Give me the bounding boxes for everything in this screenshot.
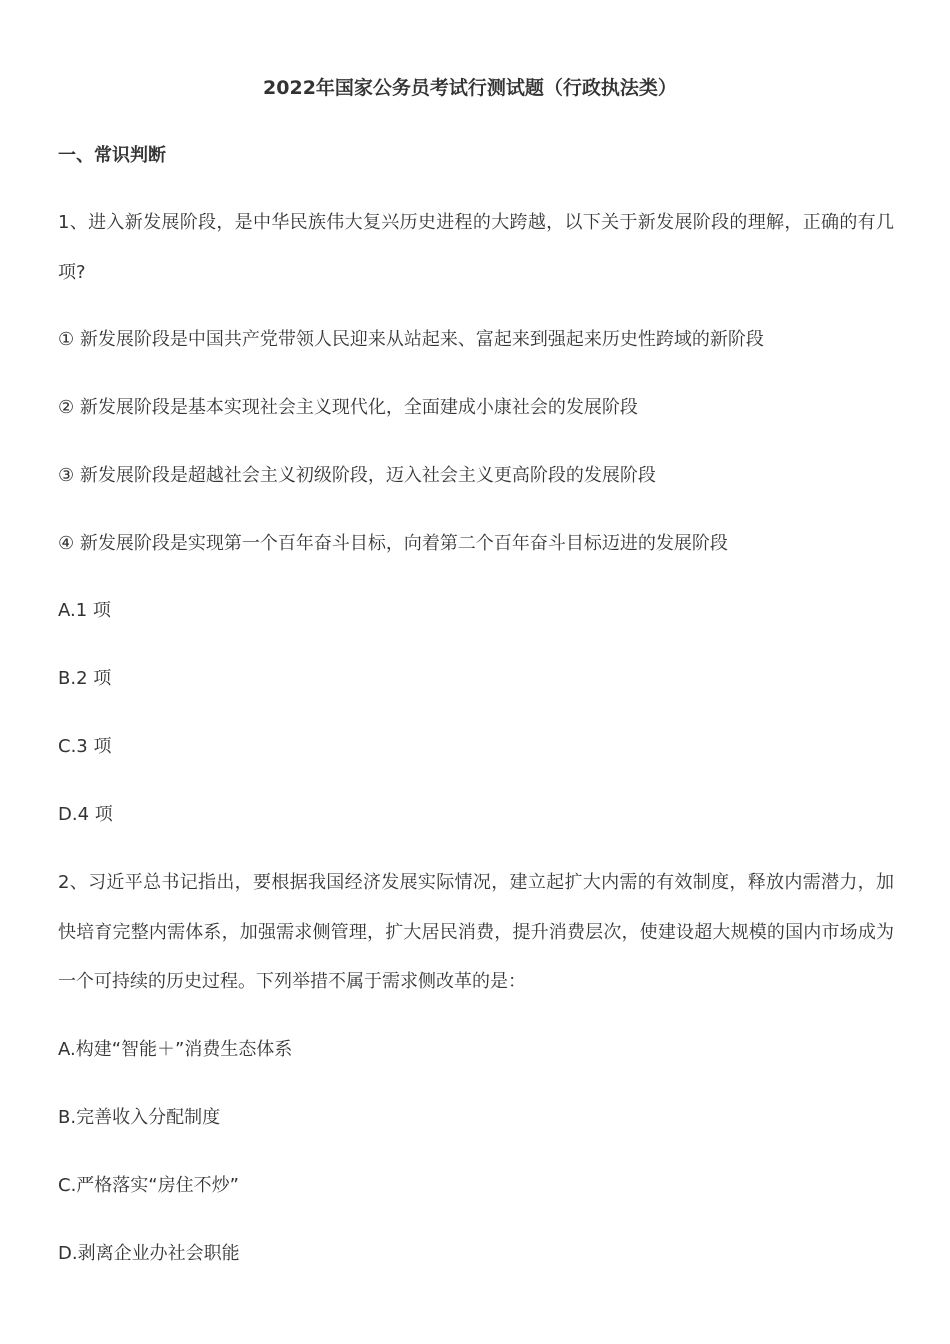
- question-1-statement-3: ③ 新发展阶段是超越社会主义初级阶段，迈入社会主义更高阶段的发展阶段: [58, 465, 656, 486]
- question-1-statement-2: ② 新发展阶段是基本实现社会主义现代化，全面建成小康社会的发展阶段: [58, 397, 638, 418]
- question-2-option-d: D.剥离企业办社会职能: [58, 1243, 240, 1264]
- document-title: 2022年国家公务员考试行测试题（行政执法类）: [263, 77, 677, 99]
- question-2-option-c: C.严格落实“房住不炒”: [58, 1175, 239, 1196]
- section-heading: 一、常识判断: [58, 145, 166, 166]
- question-1-option-d: D.4 项: [58, 804, 113, 825]
- question-2-option-b: B.完善收入分配制度: [58, 1107, 221, 1128]
- question-1-statement-1: ① 新发展阶段是中国共产党带领人民迎来从站起来、富起来到强起来历史性跨域的新阶段: [58, 329, 764, 350]
- question-2-option-a: A.构建“智能＋”消费生态体系: [58, 1039, 293, 1060]
- question-1-option-c: C.3 项: [58, 736, 112, 757]
- question-1-option-b: B.2 项: [58, 668, 112, 689]
- question-1-statement-4: ④ 新发展阶段是实现第一个百年奋斗目标，向着第二个百年奋斗目标迈进的发展阶段: [58, 533, 728, 554]
- question-2-stem: 2、习近平总书记指出，要根据我国经济发展实际情况，建立起扩大内需的有效制度，释放内需潜力，加快培育完整内需体系，加强需求侧管理，扩大居民消费，提升消费层次，使建设超大规模的国内市场成为一个可持续的历史过程。下列举措不属于需求侧改革的是：: [58, 872, 894, 992]
- question-1-stem: 1、进入新发展阶段，是中华民族伟大复兴历史进程的大跨越，以下关于新发展阶段的理解，正确的有几项?: [58, 212, 894, 283]
- question-1-option-a: A.1 项: [58, 600, 111, 621]
